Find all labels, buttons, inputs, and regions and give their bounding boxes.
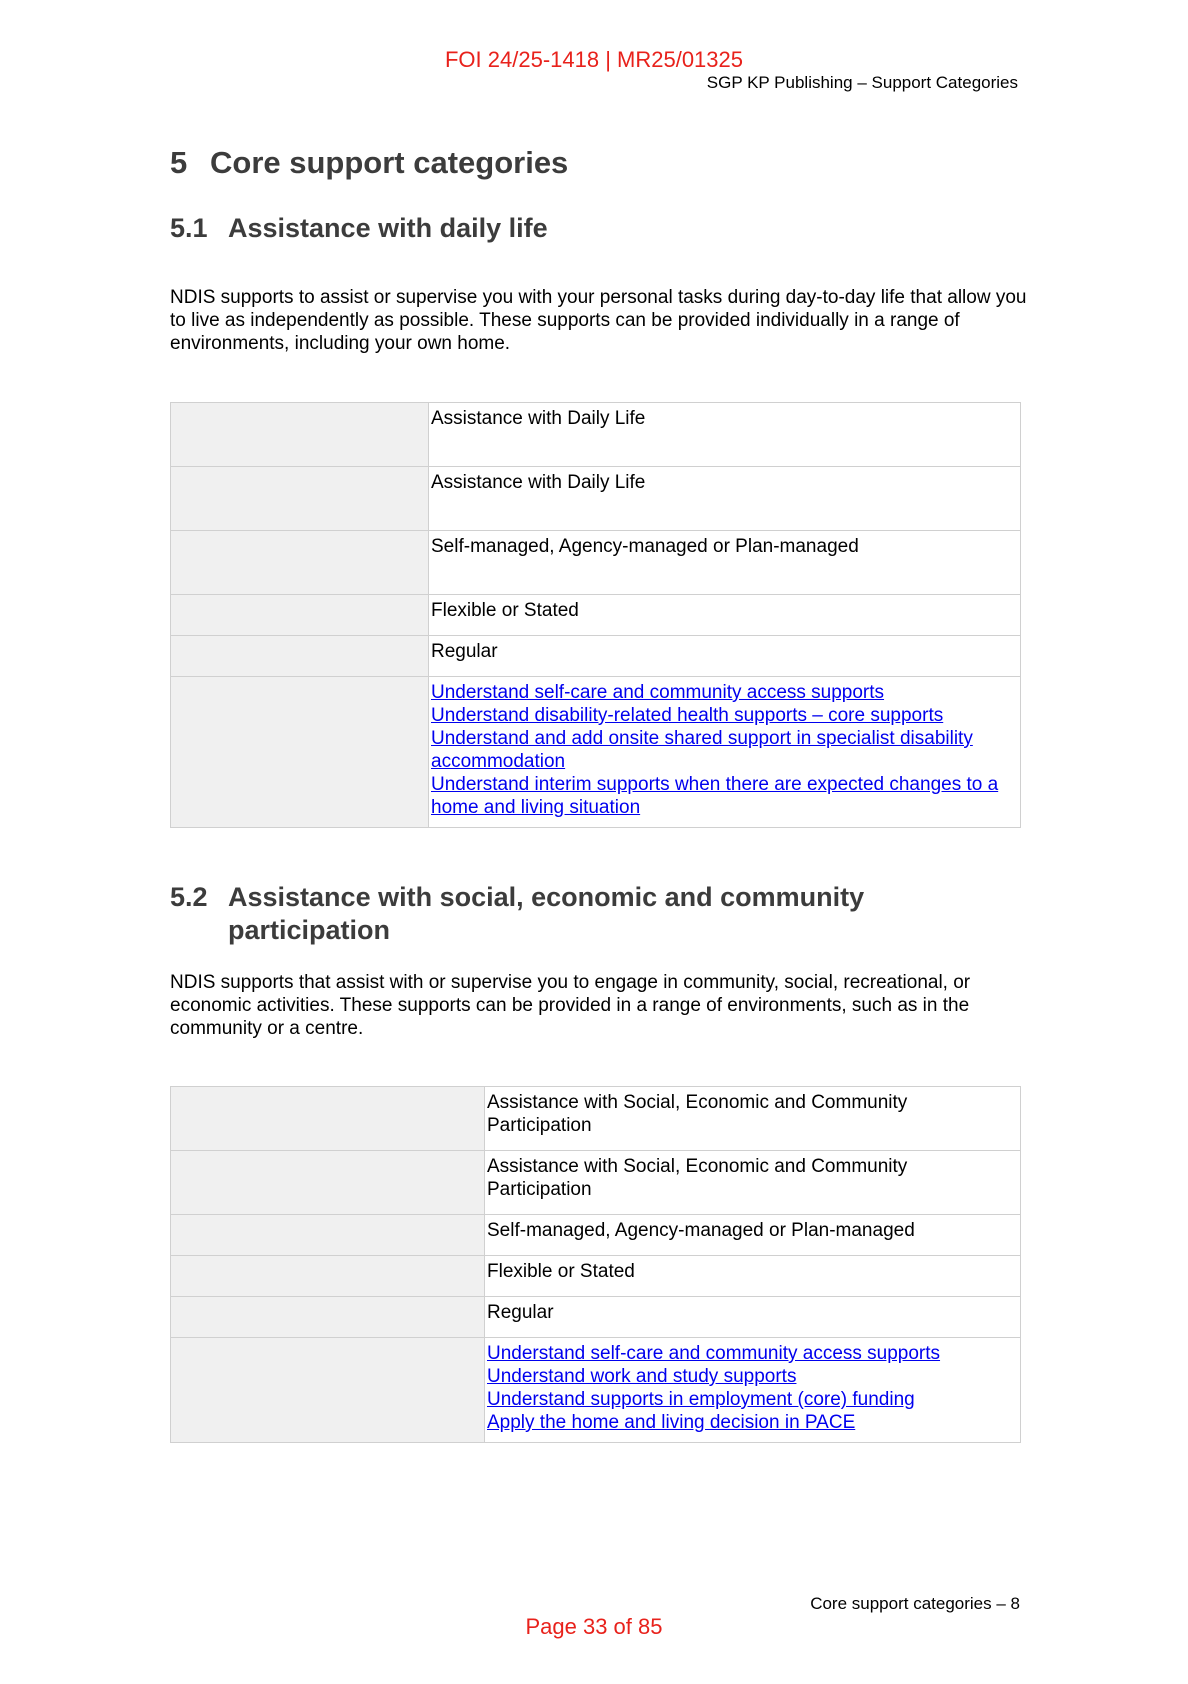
table-label-cell: [171, 1338, 485, 1443]
table-value-cell: Regular: [485, 1297, 1021, 1338]
page-number: Page 33 of 85: [525, 1614, 663, 1639]
table-row: [171, 1087, 1021, 1151]
table-value-cell: Regular: [429, 636, 1021, 677]
subsection-title: Assistance with daily life: [228, 213, 548, 243]
table-row: [171, 636, 1021, 677]
section-heading: [170, 145, 568, 181]
table-value-cell: Assistance with Daily Life: [429, 403, 1021, 467]
table-value-cell: Self-managed, Agency-managed or Plan-managed: [429, 531, 1021, 595]
section-number: 5: [170, 145, 188, 180]
table-value-cell: Self-managed, Agency-managed or Plan-managed: [485, 1215, 1021, 1256]
table-label-cell: [171, 1215, 485, 1256]
table-label-cell: [171, 467, 429, 531]
running-header: SGP KP Publishing – Support Categories: [706, 73, 1018, 92]
subsection-description-5-1: NDIS supports to assist or supervise you with your personal tasks during day-to-day life that allow you to live as independently as possible. These supports can be provided individually in a range of environments, including your own home.: [170, 287, 1027, 354]
table-label-cell: [171, 1151, 485, 1215]
table-value-cell: Assistance with Social, Economic and Community Participation: [485, 1087, 1021, 1151]
section-title: Core support categories: [210, 145, 569, 180]
table-row-links: [171, 1338, 1021, 1443]
table-value-cell: Flexible or Stated: [429, 595, 1021, 636]
link-self-care-community-access[interactable]: Understand self-care and community access supports: [487, 1343, 941, 1364]
table-row: [171, 595, 1021, 636]
link-disability-health-supports[interactable]: Understand disability-related health supports – core supports: [431, 705, 944, 726]
table-label-cell: [171, 1256, 485, 1297]
subsection-heading-5-2: [170, 881, 864, 947]
table-row: [171, 1215, 1021, 1256]
table-links-cell: [485, 1338, 1021, 1443]
table-value-cell: Assistance with Social, Economic and Community Participation: [485, 1151, 1021, 1215]
table-row: [171, 467, 1021, 531]
footer-section-page: Core support categories – 8: [810, 1594, 1020, 1613]
link-interim-supports[interactable]: Understand interim supports when there are expected changes to a home and living situation: [431, 774, 999, 818]
link-supports-in-employment[interactable]: Understand supports in employment (core) funding: [487, 1389, 915, 1410]
table-label-cell: [171, 403, 429, 467]
subsection-heading-5-1: [170, 212, 548, 245]
table-row: [171, 403, 1021, 467]
link-home-living-decision-pace[interactable]: Apply the home and living decision in PACE: [487, 1412, 856, 1433]
subsection-number: 5.1: [170, 213, 208, 243]
link-work-study-supports[interactable]: Understand work and study supports: [487, 1366, 797, 1387]
subsection-number: 5.2: [170, 882, 208, 912]
table-label-cell: [171, 1297, 485, 1338]
support-table-5-1: [170, 402, 1021, 828]
table-label-cell: [171, 636, 429, 677]
table-row: [171, 531, 1021, 595]
link-onsite-shared-support-sda[interactable]: Understand and add onsite shared support in specialist disability accommodation: [431, 728, 973, 772]
foi-reference: FOI 24/25-1418 | MR25/01325: [444, 47, 743, 72]
link-self-care-community-access[interactable]: Understand self-care and community access supports: [431, 682, 885, 703]
table-row: [171, 1297, 1021, 1338]
subsection-description-5-2: NDIS supports that assist with or supervise you to engage in community, social, recreational, or economic activities. These supports can be provided in a range of environments, such as in the community or a centre.: [170, 972, 971, 1039]
subsection-title: Assistance with social, economic and community: [228, 882, 865, 912]
table-row: [171, 1256, 1021, 1297]
table-label-cell: [171, 1087, 485, 1151]
table-label-cell: [171, 531, 429, 595]
table-links-cell: [429, 677, 1021, 828]
table-value-cell: Flexible or Stated: [485, 1256, 1021, 1297]
table-row-links: [171, 677, 1021, 828]
support-table-5-2: [170, 1086, 1021, 1443]
table-row: [171, 1151, 1021, 1215]
table-label-cell: [171, 595, 429, 636]
table-value-cell: Assistance with Daily Life: [429, 467, 1021, 531]
subsection-title-continued: participation: [228, 915, 391, 945]
table-label-cell: [171, 677, 429, 828]
